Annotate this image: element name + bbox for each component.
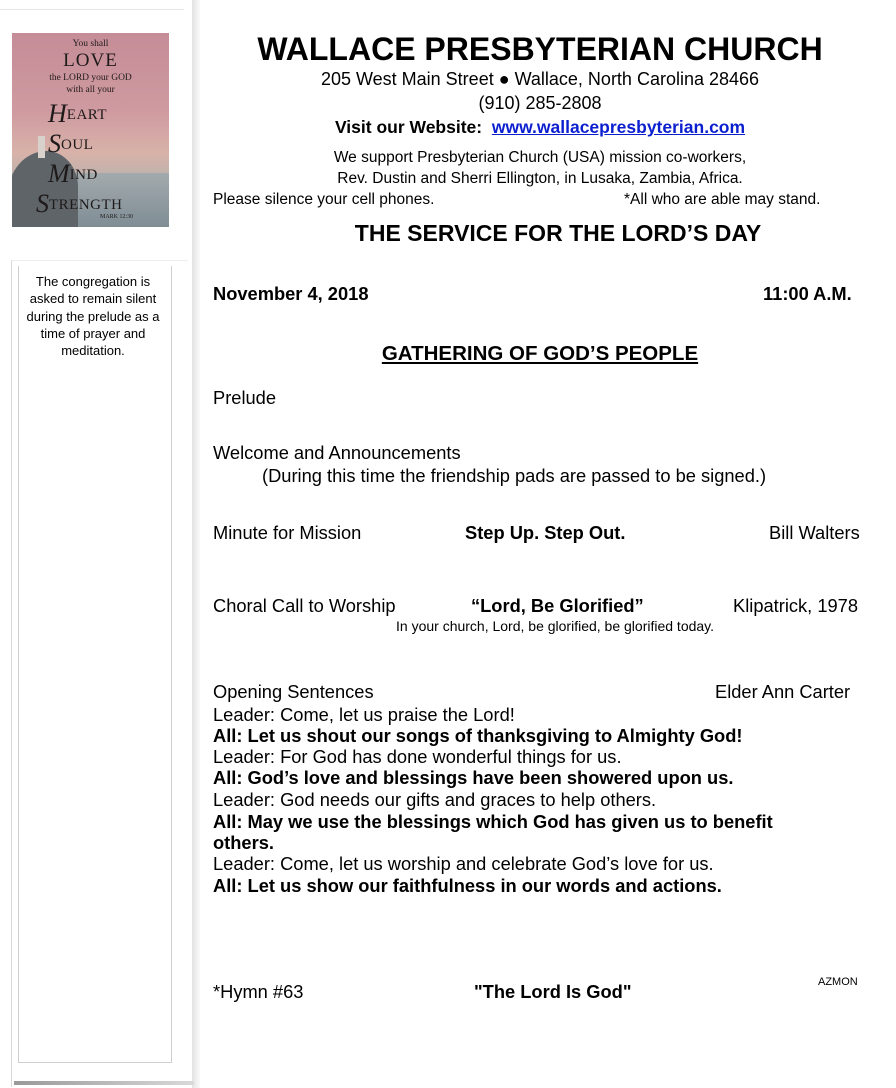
litany-line: All: Let us shout our songs of thanksgiving to Almighty God! [213,725,743,746]
sidebar-note-box [18,266,172,1063]
litany-line: Leader: Come, let us worship and celebrate God’s love for us. [213,853,714,874]
choral-call-lyric: In your church, Lord, be glorified, be glorified today. [396,618,715,634]
church-name: WALLACE PRESBYTERIAN CHURCH [257,31,823,67]
church-phone: (910) 285-2808 [478,93,602,113]
website-label: Visit our Website: [334,117,483,137]
stand-note: *All who are able may stand. [624,191,821,208]
sidebar-bottom-bar [14,1081,194,1085]
minute-for-mission-title: Step Up. Step Out. [465,522,626,543]
poster-line3: the LORD your GOD [49,73,132,83]
service-time: 11:00 A.M. [763,283,852,304]
minute-for-mission-label: Minute for Mission [213,522,362,543]
opening-sentences-label: Opening Sentences [213,681,374,702]
choral-call-composer: Klipatrick, 1978 [733,595,858,616]
service-date: November 4, 2018 [213,283,369,304]
poster-mind: MIND [48,159,98,188]
poster-reference: MARK 12:30 [100,214,134,220]
welcome-note: (During this time the friendship pads are passed to be signed.) [262,465,767,486]
poster-love: LOVE [63,50,118,71]
litany-line: All: Let us show our faithfulness in our words and actions. [213,875,722,896]
service-title: THE SERVICE FOR THE LORD’S DAY [354,220,762,246]
choral-call-label: Choral Call to Worship [213,595,396,616]
hymn-title: "The Lord Is God" [474,981,632,1002]
welcome-announcements: Welcome and Announcements [213,442,461,463]
poster-line4: with all your [66,85,115,95]
litany-line: All: May we use the blessings which God has given us to benefit [213,811,773,832]
church-address: 205 West Main Street ● Wallace, North Carolina 28466 [320,69,760,89]
website-line [200,117,880,138]
sidebar-shadow-strip [192,0,200,1088]
silence-phones-note: Please silence your cell phones. [213,191,435,208]
poster-tower [38,136,45,158]
mission-support-line2: Rev. Dustin and Sherri Ellington, in Lusaka, Zambia, Africa. [337,170,743,187]
minute-for-mission-person: Bill Walters [769,522,860,543]
choral-call-title: “Lord, Be Glorified” [471,595,644,616]
poster-line1: You shall [72,39,109,49]
scripture-poster-image [12,33,169,227]
prelude-silence-note: The congregation is asked to remain silent during the prelude as a time of prayer and meditation. [26,274,160,359]
litany-line: Leader: For God has done wonderful things for us. [213,746,622,767]
litany-line: All: God’s love and blessings have been showered upon us. [213,767,734,788]
poster-soul: SOUL [48,129,94,158]
section-title-gathering: GATHERING OF GOD’S PEOPLE [381,342,699,365]
hymn-tune: AZMON [818,976,858,988]
litany-line: others. [213,832,274,853]
poster-strength: STRENGTH [36,189,123,218]
litany-line: Leader: Come, let us praise the Lord! [213,704,515,725]
website-link[interactable]: www.wallacepresbyterian.com [491,117,746,137]
poster-heart: HEART [48,99,108,128]
litany-line: Leader: God needs our gifts and graces to help others. [213,789,657,810]
prelude: Prelude [213,387,277,408]
mission-support-line1: We support Presbyterian Church (USA) mission co-workers, [333,149,747,166]
opening-sentences-leader: Elder Ann Carter [715,681,851,702]
hymn-number: *Hymn #63 [213,981,304,1002]
sidebar-top-divider [0,9,184,10]
